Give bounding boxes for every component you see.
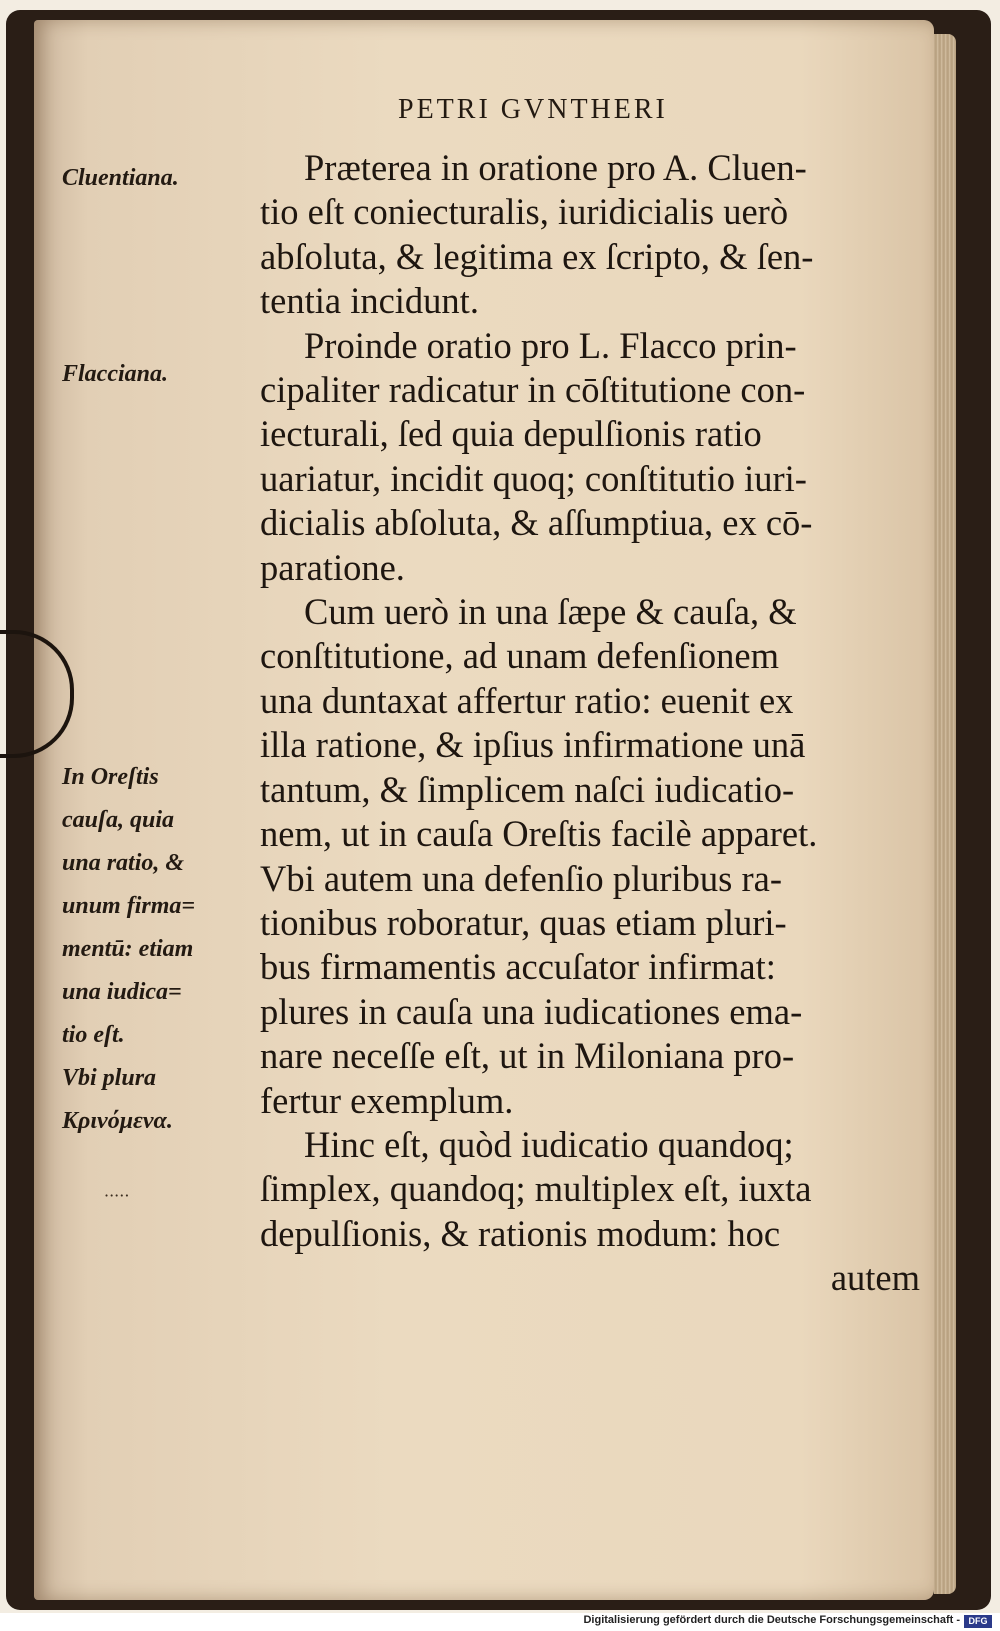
text-line: conſtitutione, ad unam defenſionem bbox=[260, 635, 779, 677]
text-line: uariatur, incidit quoq; conſtitutio iuri- bbox=[260, 457, 807, 499]
text-line: depulſionis, & rationis modum: hoc bbox=[260, 1212, 781, 1254]
margin-note-line: unum firma= bbox=[62, 893, 196, 919]
text-line: paratione. bbox=[260, 546, 405, 588]
digitization-footer bbox=[0, 1613, 1000, 1631]
margin-note-orestis bbox=[62, 756, 195, 1143]
margin-note-flacciana bbox=[62, 352, 168, 396]
text-line: una duntaxat affertur ratio: euenit ex bbox=[260, 679, 794, 721]
margin-note-line: cauſa, quia bbox=[62, 807, 175, 833]
catchword: autem bbox=[830, 1257, 920, 1299]
text-line: fertur exemplum. bbox=[260, 1079, 514, 1121]
text-line: tionibus roboratur, quas etiam pluri- bbox=[260, 901, 787, 943]
text-line: dicialis abſoluta, & aſſumptiua, ex cō- bbox=[260, 502, 813, 544]
text-line: tio eſt coniecturalis, iuridicialis uerò bbox=[260, 191, 789, 233]
text-line: cipaliter radicatur in cōſtitutione con- bbox=[260, 369, 806, 411]
margin-note-line: Κρινόμενα. bbox=[62, 1108, 173, 1134]
text-line: Proinde oratio pro L. Flacco prin- bbox=[304, 324, 797, 366]
text-line: Vbi autem una defenſio pluribus ra- bbox=[260, 857, 782, 899]
text-line: Præterea in oratione pro A. Cluen- bbox=[304, 147, 807, 188]
main-text bbox=[260, 146, 920, 1301]
text-line: ſimplex, quandoq; multiplex eſt, iuxta bbox=[260, 1168, 812, 1210]
margin-note-line: Flacciana. bbox=[62, 361, 168, 387]
margin-note-line: In Oreſtis bbox=[62, 764, 159, 790]
page-edges bbox=[934, 34, 956, 1594]
text-line: Cum uerò in una ſæpe & cauſa, & bbox=[304, 591, 797, 633]
running-header: PETRI GVNTHERI bbox=[398, 94, 668, 125]
margin-note-line: una ratio, & bbox=[62, 850, 185, 876]
funding-credit: Digitalisierung gefördert durch die Deutsche Forschungsgemeinschaft - bbox=[583, 1614, 960, 1626]
text-line: iecturali, ſed quia depulſionis ratio bbox=[260, 413, 762, 455]
text-line: bus firmamentis accuſator infirmat: bbox=[260, 946, 776, 988]
margin-note-cluentiana bbox=[62, 156, 179, 200]
text-line: abſoluta, & legitima ex ſcripto, & ſen- bbox=[260, 235, 814, 277]
margin-note-line: tio eſt. bbox=[62, 1022, 125, 1048]
text-line: nare neceſſe eſt, ut in Miloniana pro- bbox=[260, 1035, 795, 1077]
dfg-logo: DFG bbox=[964, 1615, 992, 1628]
text-line: Hinc eſt, quòd iudicatio quandoq; bbox=[304, 1123, 794, 1165]
margin-note-line: mentū: etiam bbox=[62, 936, 194, 962]
margin-ornament: ····· bbox=[104, 1186, 130, 1205]
margin-note-line: Cluentiana. bbox=[62, 165, 179, 191]
text-line: tantum, & ſimplicem naſci iudicatio- bbox=[260, 768, 795, 810]
text-line: illa ratione, & ipſius infirmatione unā bbox=[260, 724, 806, 766]
margin-note-line: una iudica= bbox=[62, 979, 182, 1005]
text-line: nem, ut in cauſa Oreſtis facilè apparet. bbox=[260, 813, 818, 855]
text-line: plures in cauſa una iudicationes ema- bbox=[260, 990, 803, 1032]
margin-note-line: Vbi plura bbox=[62, 1065, 157, 1091]
text-line: tentia incidunt. bbox=[260, 280, 479, 322]
